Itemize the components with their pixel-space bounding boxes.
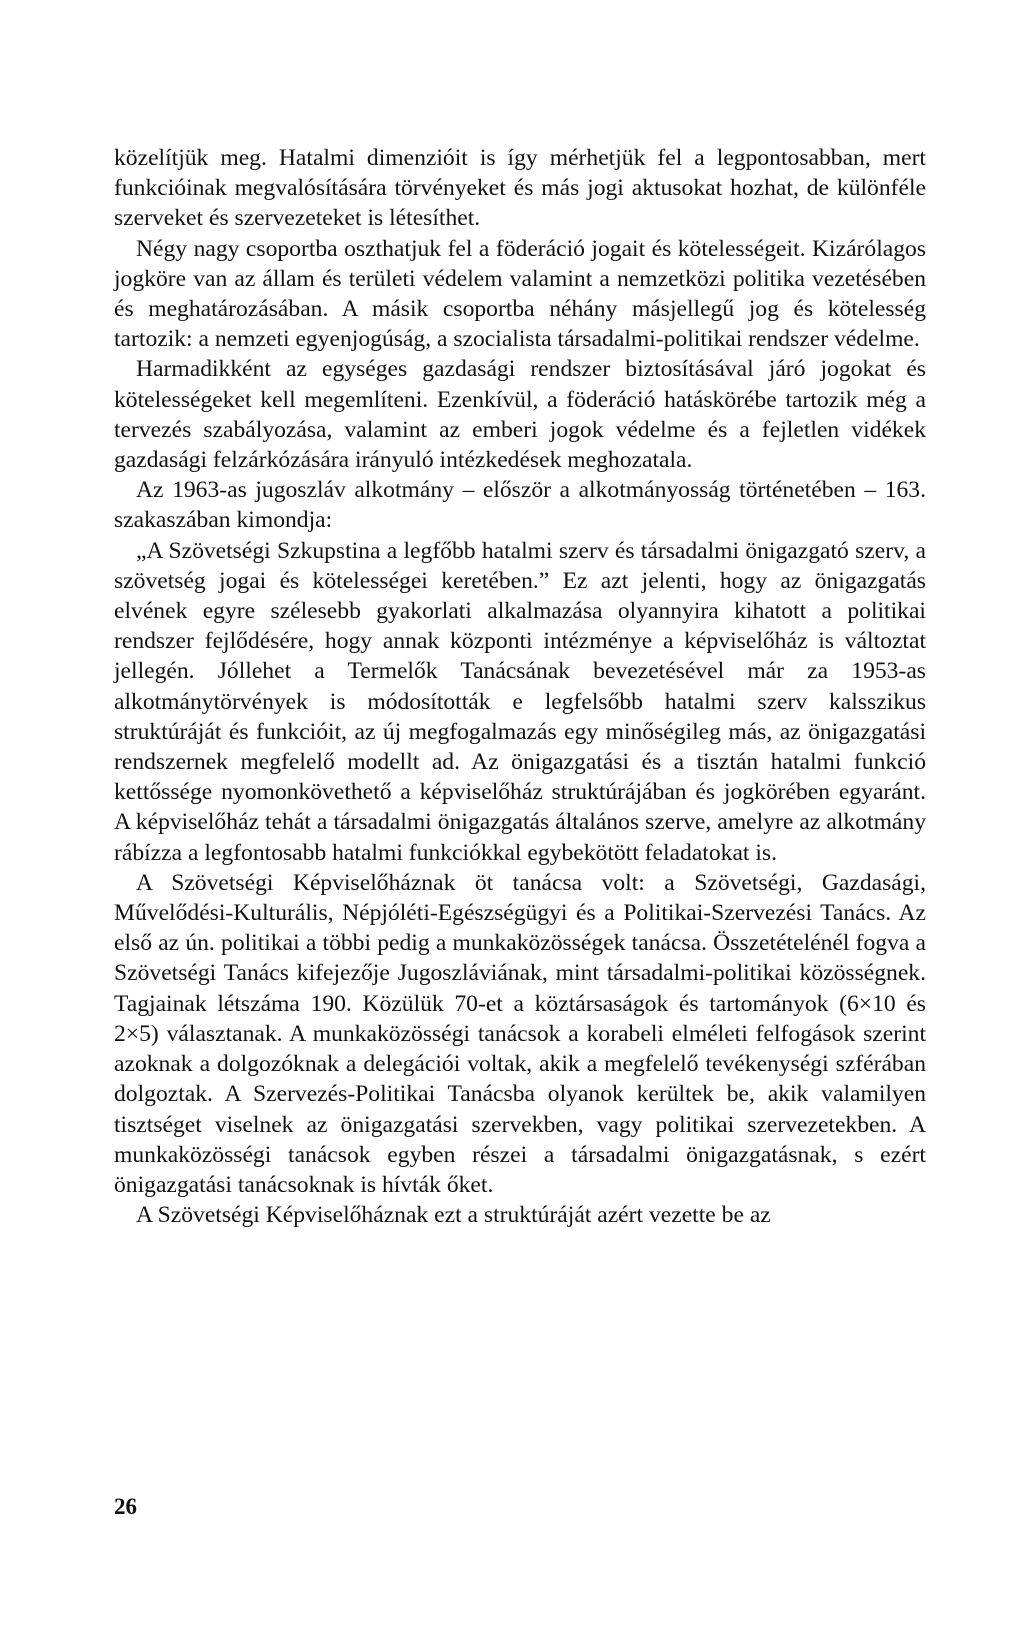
page-number: 26 [114,1494,137,1519]
paragraph-1: közelítjük meg. Hatalmi dimenzióit is így mérhetjük fel a legpontosabban, mert funkcióinak megvalósítására törvényeket és más jogi aktusokat hozhat, de különféle szerveket és szervezeteket is létesíthet. [114,145,926,232]
paragraph-4: Az 1963-as jugoszláv alkotmány – először a alkotmányosság történetében – 163. szakaszában kimondja: [114,477,926,534]
paragraph-5: „A Szövetségi Szkupstina a legfőbb hatalmi szerv és társadalmi önigazgató szerv, a szövetség jogai és kötelességei keretében.” Ez azt jelenti, hogy az önigazgatás elvének egyre szélesebb gyakorlati alkalmazása olyannyira kihatott a politikai rendszer fejlődésére, hogy annak központi intézménye a képviselőház is változtat jellegén. Jóllehet a Termelők Tanácsának bevezetésével már za 1953-as alkotmánytörvények is módosították e legfelsőbb hatalmi szerv kalsszikus struktúráját és funkcióit, az új megfogalmazás egy minőségileg más, az önigazgatási rendszernek megfelelő modellt ad. Az önigazgatási és a tisztán hatalmi funkció kettőssége nyomonkövethető a képviselőház struktúrájában és jogkörében egyaránt. A képviselőház tehát a társadalmi önigazgatás általános szerve, amelyre az alkotmány rábízza a legfontosabb hatalmi funkciókkal egybekötött feladatokat is. [114,537,926,866]
paragraph-6: A Szövetségi Képviselőháznak öt tanácsa volt: a Szövetségi, Gazdasági, Művelődési-Kulturális, Népjóléti-Egészségügyi és a Politikai-Szervezési Tanács. Az első az ún. politikai a többi pedig a munkaközösségek tanácsa. Összetételénél fogva a Szövetségi Tanács kifejezője Jugoszláviának, mint társadalmi-politikai közösségnek. Tagjainak létszáma 190. Közülük 70-et a köztársaságok és tartományok (6×10 és 2×5) választanak. A munkaközösségi tanácsok a korabeli elméleti felfogások szerint azoknak a dolgozóknak a delegációi voltak, akik a megfelelő tevékenységi szférában dolgoztak. A Szervezés-Politikai Tanácsba olyanok kerültek be, akik valamilyen tisztséget viselnek az önigazgatási szervekben, vagy politikai szervezetekben. A munkaközösségi tanácsok egyben részei a társadalmi önigazgatásnak, s ezért önigazgatási tanácsoknak is hívták őket. [114,869,926,1198]
paragraph-3: Harmadikként az egységes gazdasági rendszer biztosításával járó jogokat és kötelességeket kell megemlíteni. Ezenkívül, a föderáció hatáskörébe tartozik még a tervezés szabályozása, valamint az emberi jogok védelme és a fejletlen vidékek gazdasági felzárkózására irányuló intézkedések meghozatala. [114,356,926,474]
paragraph-7: A Szövetségi Képviselőháznak ezt a struktúráját azért vezette be az [136,1202,771,1229]
body-text [114,143,926,1230]
paragraph-2: Négy nagy csoportba oszthatjuk fel a föderáció jogait és kötelességeit. Kizárólagos jogköre van az állam és területi védelem valamint a nemzetközi politika vezetésében és meghatározásában. A másik csoportba néhány másjellegű jog és kötelesség tartozik: a nemzeti egyenjogúság, a szocialista társadalmi-politikai rendszer védelme. [114,235,926,353]
